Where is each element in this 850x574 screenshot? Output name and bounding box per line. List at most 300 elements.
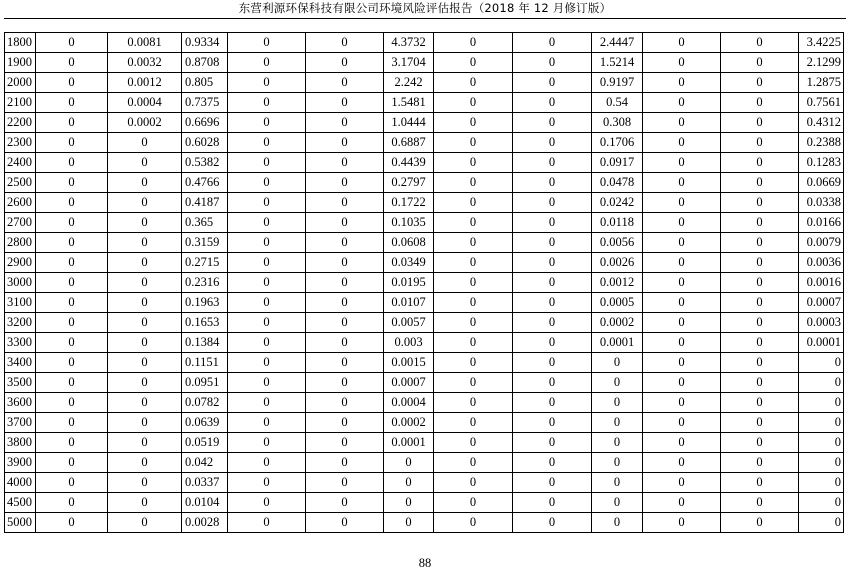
value-cell: 0.365 [182,213,228,233]
value-cell: 0 [513,113,592,133]
value-cell: 0.0036 [799,253,844,273]
value-cell: 0 [513,193,592,213]
value-cell: 0 [434,493,513,513]
value-cell: 0 [108,373,182,393]
value-cell: 0 [228,213,306,233]
value-cell: 0 [721,213,799,233]
value-cell: 0 [799,493,844,513]
value-cell: 0 [799,353,844,373]
value-cell: 0 [36,333,108,353]
value-cell: 0 [643,433,721,453]
value-cell: 0.0639 [182,413,228,433]
value-cell: 0 [434,473,513,493]
value-cell: 0 [36,253,108,273]
table-row [5,193,844,213]
value-cell: 0 [36,453,108,473]
value-cell: 0 [721,413,799,433]
value-cell: 0.0478 [592,173,643,193]
value-cell: 0 [721,513,799,533]
value-cell: 0.0032 [108,53,182,73]
value-cell: 0 [306,213,384,233]
value-cell: 0 [592,353,643,373]
value-cell: 0 [434,193,513,213]
value-cell: 0 [799,513,844,533]
distance-cell: 3500 [5,373,36,393]
value-cell: 0 [643,473,721,493]
value-cell: 0.308 [592,113,643,133]
value-cell: 0 [799,393,844,413]
value-cell: 0 [36,413,108,433]
value-cell: 0 [592,433,643,453]
value-cell: 0 [228,473,306,493]
value-cell: 0 [721,173,799,193]
value-cell: 0.2715 [182,253,228,273]
distance-cell: 3900 [5,453,36,473]
value-cell: 0 [721,333,799,353]
value-cell: 0.0003 [799,313,844,333]
value-cell: 0 [513,333,592,353]
value-cell: 0 [513,453,592,473]
value-cell: 0 [36,133,108,153]
value-cell: 0.0001 [592,333,643,353]
value-cell: 0.1384 [182,333,228,353]
value-cell: 0.805 [182,73,228,93]
value-cell: 0 [643,493,721,513]
value-cell: 0 [434,233,513,253]
value-cell: 0 [721,193,799,213]
value-cell: 0 [643,133,721,153]
value-cell: 0 [721,133,799,153]
value-cell: 0 [721,33,799,53]
distance-cell: 5000 [5,513,36,533]
table-row [5,253,844,273]
value-cell: 0.0608 [384,233,434,253]
value-cell: 0 [36,33,108,53]
value-cell: 0 [228,293,306,313]
table-row [5,433,844,453]
value-cell: 0 [306,313,384,333]
value-cell: 0.0081 [108,33,182,53]
distance-cell: 2500 [5,173,36,193]
value-cell: 0 [513,53,592,73]
value-cell: 0 [306,73,384,93]
value-cell: 0 [434,313,513,333]
value-cell: 0 [108,513,182,533]
value-cell: 3.4225 [799,33,844,53]
value-cell: 0 [108,213,182,233]
value-cell: 0 [434,333,513,353]
table-row [5,233,844,253]
value-cell: 0.4439 [384,153,434,173]
value-cell: 0 [721,453,799,473]
value-cell: 3.1704 [384,53,434,73]
value-cell: 0 [721,393,799,413]
value-cell: 0 [513,293,592,313]
distance-cell: 2700 [5,213,36,233]
value-cell: 0 [513,33,592,53]
value-cell: 0.0104 [182,493,228,513]
value-cell: 0 [228,313,306,333]
value-cell: 0 [721,53,799,73]
distance-cell: 1800 [5,33,36,53]
value-cell: 0 [306,33,384,53]
value-cell: 0.8708 [182,53,228,73]
value-cell: 0 [721,253,799,273]
value-cell: 0.0015 [384,353,434,373]
value-cell: 4.3732 [384,33,434,53]
value-cell: 0 [434,113,513,133]
value-cell: 0 [643,393,721,413]
table-row [5,133,844,153]
value-cell: 0 [108,253,182,273]
value-cell: 0.0057 [384,313,434,333]
header-divider [4,18,846,19]
value-cell: 0 [721,293,799,313]
value-cell: 0 [228,133,306,153]
value-cell: 0 [228,513,306,533]
value-cell: 0 [108,193,182,213]
value-cell: 0 [643,413,721,433]
value-cell: 0 [799,413,844,433]
concentration-table [4,32,844,533]
value-cell: 0.0242 [592,193,643,213]
value-cell: 0 [306,113,384,133]
table-row [5,293,844,313]
value-cell: 0 [799,473,844,493]
value-cell: 0 [228,373,306,393]
distance-cell: 4500 [5,493,36,513]
distance-cell: 2600 [5,193,36,213]
distance-cell: 2200 [5,113,36,133]
value-cell: 1.0444 [384,113,434,133]
value-cell: 0.2316 [182,273,228,293]
value-cell: 0 [228,233,306,253]
value-cell: 0 [306,193,384,213]
value-cell: 0.0166 [799,213,844,233]
value-cell: 0 [36,53,108,73]
distance-cell: 3300 [5,333,36,353]
value-cell: 0 [108,393,182,413]
value-cell: 0.0005 [592,293,643,313]
value-cell: 0 [643,173,721,193]
value-cell: 0.9334 [182,33,228,53]
value-cell: 0 [513,433,592,453]
value-cell: 0.0002 [108,113,182,133]
value-cell: 0 [643,113,721,133]
value-cell: 0.0669 [799,173,844,193]
value-cell: 0 [434,133,513,153]
value-cell: 0 [36,113,108,133]
value-cell: 0 [513,493,592,513]
table-row [5,173,844,193]
value-cell: 0.1963 [182,293,228,313]
value-cell: 0.7375 [182,93,228,113]
value-cell: 0 [36,213,108,233]
value-cell: 0.0012 [108,73,182,93]
table-body [5,33,844,533]
value-cell: 0 [108,273,182,293]
value-cell: 1.5481 [384,93,434,113]
distance-cell: 2000 [5,73,36,93]
table-row [5,353,844,373]
value-cell: 2.242 [384,73,434,93]
value-cell: 0 [36,193,108,213]
table-row [5,373,844,393]
value-cell: 0.0002 [592,313,643,333]
value-cell: 0.003 [384,333,434,353]
value-cell: 0 [513,93,592,113]
value-cell: 0 [306,173,384,193]
table-row [5,113,844,133]
value-cell: 0.1706 [592,133,643,153]
value-cell: 0 [108,173,182,193]
value-cell: 0 [513,473,592,493]
value-cell: 0.2388 [799,133,844,153]
distance-cell: 1900 [5,53,36,73]
value-cell: 0 [643,513,721,533]
distance-cell: 3000 [5,273,36,293]
table-row [5,333,844,353]
value-cell: 0.0004 [108,93,182,113]
value-cell: 0 [434,213,513,233]
value-cell: 0 [592,493,643,513]
value-cell: 0 [108,353,182,373]
value-cell: 0 [306,253,384,273]
value-cell: 0 [306,153,384,173]
value-cell: 0.0026 [592,253,643,273]
distance-cell: 3800 [5,433,36,453]
value-cell: 0.2797 [384,173,434,193]
table-row [5,453,844,473]
value-cell: 0 [36,353,108,373]
value-cell: 0 [108,233,182,253]
distance-cell: 3100 [5,293,36,313]
value-cell: 0 [228,193,306,213]
value-cell: 0 [228,413,306,433]
value-cell: 0 [721,233,799,253]
value-cell: 2.1299 [799,53,844,73]
value-cell: 0 [434,53,513,73]
value-cell: 0 [434,153,513,173]
value-cell: 0 [592,513,643,533]
value-cell: 0 [108,493,182,513]
value-cell: 0 [108,293,182,313]
value-cell: 0.0338 [799,193,844,213]
value-cell: 0 [434,73,513,93]
value-cell: 0 [36,393,108,413]
value-cell: 0 [513,413,592,433]
value-cell: 0 [306,133,384,153]
table-row [5,73,844,93]
value-cell: 0.0004 [384,393,434,413]
value-cell: 0.4187 [182,193,228,213]
value-cell: 0.6887 [384,133,434,153]
value-cell: 0 [228,73,306,93]
value-cell: 0.1283 [799,153,844,173]
value-cell: 0 [592,373,643,393]
value-cell: 0 [228,173,306,193]
value-cell: 0 [721,433,799,453]
value-cell: 0 [306,53,384,73]
value-cell: 0 [643,213,721,233]
value-cell: 0 [434,513,513,533]
value-cell: 0 [384,453,434,473]
value-cell: 0 [434,93,513,113]
report-header-title: 东营利源环保科技有限公司环境风险评估报告（2018 年 12 月修订版） [238,1,612,15]
value-cell: 0 [36,153,108,173]
value-cell: 0 [721,373,799,393]
table-row [5,393,844,413]
value-cell: 0 [228,393,306,413]
value-cell: 0 [643,33,721,53]
table-row [5,53,844,73]
value-cell: 0 [513,273,592,293]
value-cell: 0 [228,433,306,453]
value-cell: 0 [36,293,108,313]
value-cell: 0 [513,73,592,93]
value-cell: 0 [434,353,513,373]
table-row [5,493,844,513]
value-cell: 0 [228,273,306,293]
value-cell: 0 [108,153,182,173]
value-cell: 0 [721,113,799,133]
value-cell: 0.0016 [799,273,844,293]
value-cell: 0 [643,73,721,93]
value-cell: 0 [721,353,799,373]
value-cell: 0.0349 [384,253,434,273]
value-cell: 0 [643,333,721,353]
value-cell: 0 [513,133,592,153]
value-cell: 0.3159 [182,233,228,253]
table-row [5,273,844,293]
value-cell: 0 [434,293,513,313]
value-cell: 0 [434,273,513,293]
value-cell: 0 [721,73,799,93]
value-cell: 0 [36,433,108,453]
value-cell: 0 [513,253,592,273]
table-row [5,513,844,533]
value-cell: 0 [592,413,643,433]
value-cell: 0 [643,93,721,113]
distance-cell: 2800 [5,233,36,253]
value-cell: 0 [306,373,384,393]
value-cell: 0 [643,193,721,213]
value-cell: 0 [36,513,108,533]
value-cell: 0 [384,493,434,513]
table-row [5,93,844,113]
value-cell: 0 [108,133,182,153]
value-cell: 0.0107 [384,293,434,313]
value-cell: 0 [228,113,306,133]
value-cell: 0 [513,353,592,373]
value-cell: 0.0118 [592,213,643,233]
page-number: 88 [418,556,432,570]
value-cell: 2.4447 [592,33,643,53]
value-cell: 0 [799,433,844,453]
value-cell: 0 [643,53,721,73]
value-cell: 0 [228,333,306,353]
value-cell: 0 [799,373,844,393]
value-cell: 0.1653 [182,313,228,333]
value-cell: 0.0337 [182,473,228,493]
value-cell: 0 [434,433,513,453]
distance-cell: 3400 [5,353,36,373]
value-cell: 0 [434,373,513,393]
value-cell: 1.5214 [592,53,643,73]
value-cell: 0 [36,373,108,393]
distance-cell: 3200 [5,313,36,333]
value-cell: 0 [36,233,108,253]
value-cell: 0 [108,313,182,333]
value-cell: 0 [228,353,306,373]
distance-cell: 2900 [5,253,36,273]
value-cell: 0 [434,393,513,413]
value-cell: 0 [36,473,108,493]
value-cell: 0 [306,433,384,453]
value-cell: 0 [108,433,182,453]
value-cell: 0 [643,373,721,393]
value-cell: 0 [643,253,721,273]
table-row [5,153,844,173]
value-cell: 0.5382 [182,153,228,173]
value-cell: 0 [306,473,384,493]
value-cell: 0 [721,493,799,513]
value-cell: 0 [643,233,721,253]
value-cell: 0 [108,473,182,493]
value-cell: 0.1151 [182,353,228,373]
value-cell: 0 [643,293,721,313]
value-cell: 0.1722 [384,193,434,213]
value-cell: 0 [306,333,384,353]
value-cell: 0 [513,513,592,533]
value-cell: 0 [643,313,721,333]
value-cell: 0 [513,153,592,173]
table-row [5,213,844,233]
value-cell: 0 [36,273,108,293]
value-cell: 0 [306,513,384,533]
value-cell: 0 [643,153,721,173]
value-cell: 0.042 [182,453,228,473]
value-cell: 0.54 [592,93,643,113]
distance-cell: 2100 [5,93,36,113]
value-cell: 0 [306,493,384,513]
value-cell: 0.7561 [799,93,844,113]
value-cell: 0 [228,253,306,273]
value-cell: 0.0917 [592,153,643,173]
value-cell: 0.1035 [384,213,434,233]
value-cell: 0.6028 [182,133,228,153]
value-cell: 0 [721,473,799,493]
table-row [5,473,844,493]
value-cell: 0 [513,213,592,233]
value-cell: 0 [228,53,306,73]
value-cell: 0.0001 [384,433,434,453]
value-cell: 0 [643,353,721,373]
value-cell: 0.0028 [182,513,228,533]
value-cell: 0 [306,453,384,473]
distance-cell: 2300 [5,133,36,153]
value-cell: 0 [513,233,592,253]
value-cell: 0 [721,153,799,173]
value-cell: 0 [434,33,513,53]
value-cell: 0 [228,453,306,473]
value-cell: 0 [513,373,592,393]
value-cell: 0 [799,453,844,473]
value-cell: 0.0007 [384,373,434,393]
value-cell: 0.0195 [384,273,434,293]
value-cell: 0 [108,453,182,473]
table-row [5,413,844,433]
